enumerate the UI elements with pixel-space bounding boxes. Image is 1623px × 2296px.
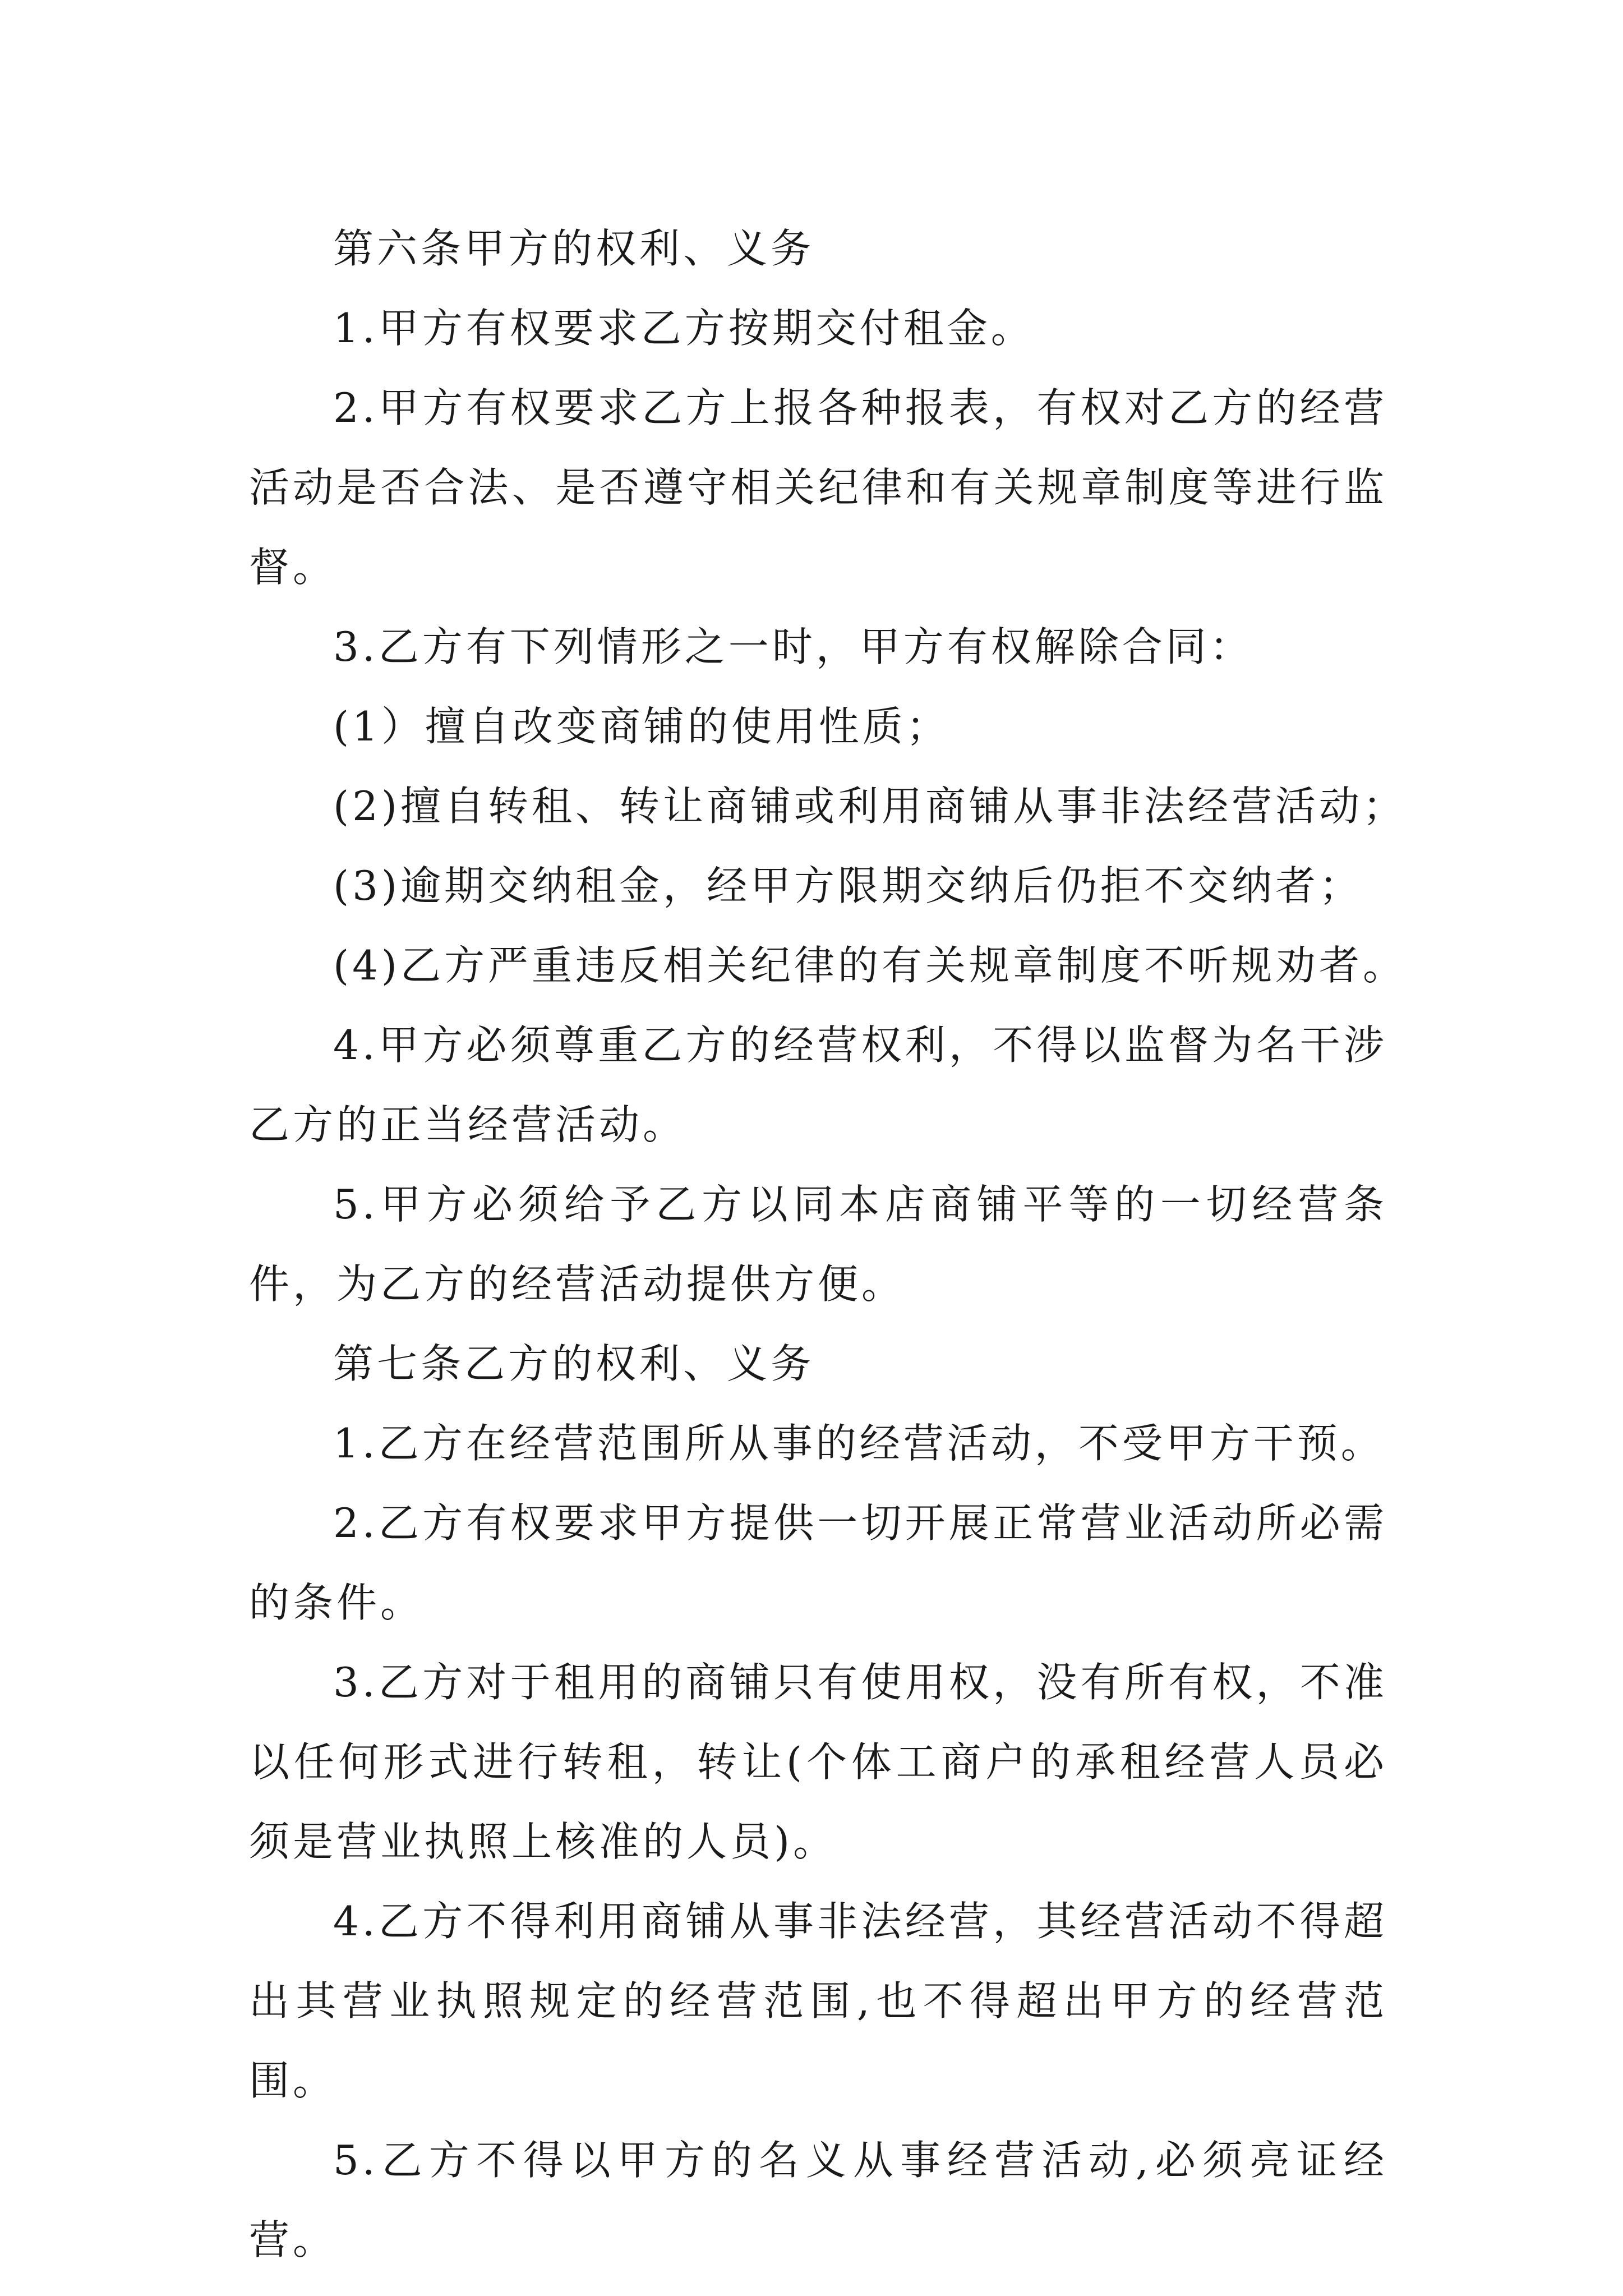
section-7-clause-1: 1.乙方在经营范围所从事的经营活动，不受甲方干预。 <box>333 1420 1385 1467</box>
document-body <box>249 209 1407 2280</box>
section-6-clause-4: 4.甲方必须尊重乙方的经营权利，不得以监督为名干涉乙方的正当经营活动。 <box>249 1022 1387 1148</box>
section-6-clause-1: 1.甲方有权要求乙方按期交付租金。 <box>333 305 1035 352</box>
section-6-clause-3-item-1: (1）擅自改变商铺的使用性质； <box>333 703 950 750</box>
section-6-clause-3-item-3: (3)逾期交纳租金，经甲方限期交纳后仍拒不交纳者； <box>333 862 1363 909</box>
section-6-clause-5: 5.甲方必须给予乙方以同本店商铺平等的一切经营条件，为乙方的经营活动提供方便。 <box>249 1181 1387 1308</box>
section-7-clause-3: 3.乙方对于租用的商铺只有使用权，没有所有权，不准以任何形式进行转租，转让(个体工商户的承租经营人员必须是营业执照上核准的人员)。 <box>249 1659 1387 1865</box>
section-6-clause-3-item-2: (2)擅自转租、转让商铺或利用商铺从事非法经营活动； <box>333 783 1407 830</box>
section-7-title: 第七条乙方的权利、义务 <box>333 1340 815 1387</box>
section-7-clause-2: 2.乙方有权要求甲方提供一切开展正常营业活动所必需的条件。 <box>249 1499 1387 1626</box>
section-6-title: 第六条甲方的权利、义务 <box>333 225 815 272</box>
section-7-clause-4: 4.乙方不得利用商铺从事非法经营，其经营活动不得超出其营业执照规定的经营范围,也不得超出甲方的经营范围。 <box>249 1898 1387 2104</box>
section-6-clause-2: 2.甲方有权要求乙方上报各种报表，有权对乙方的经营活动是否合法、是否遵守相关纪律和有关规章制度等进行监督。 <box>249 384 1387 591</box>
section-6-clause-3-item-4: (4)乙方严重违反相关纪律的有关规章制度不听规劝者。 <box>333 942 1407 989</box>
section-6-clause-3: 3.乙方有下列情形之一时，甲方有权解除合同： <box>333 623 1253 670</box>
section-7-clause-5: 5.乙方不得以甲方的名义从事经营活动,必须亮证经营。 <box>249 2137 1387 2263</box>
